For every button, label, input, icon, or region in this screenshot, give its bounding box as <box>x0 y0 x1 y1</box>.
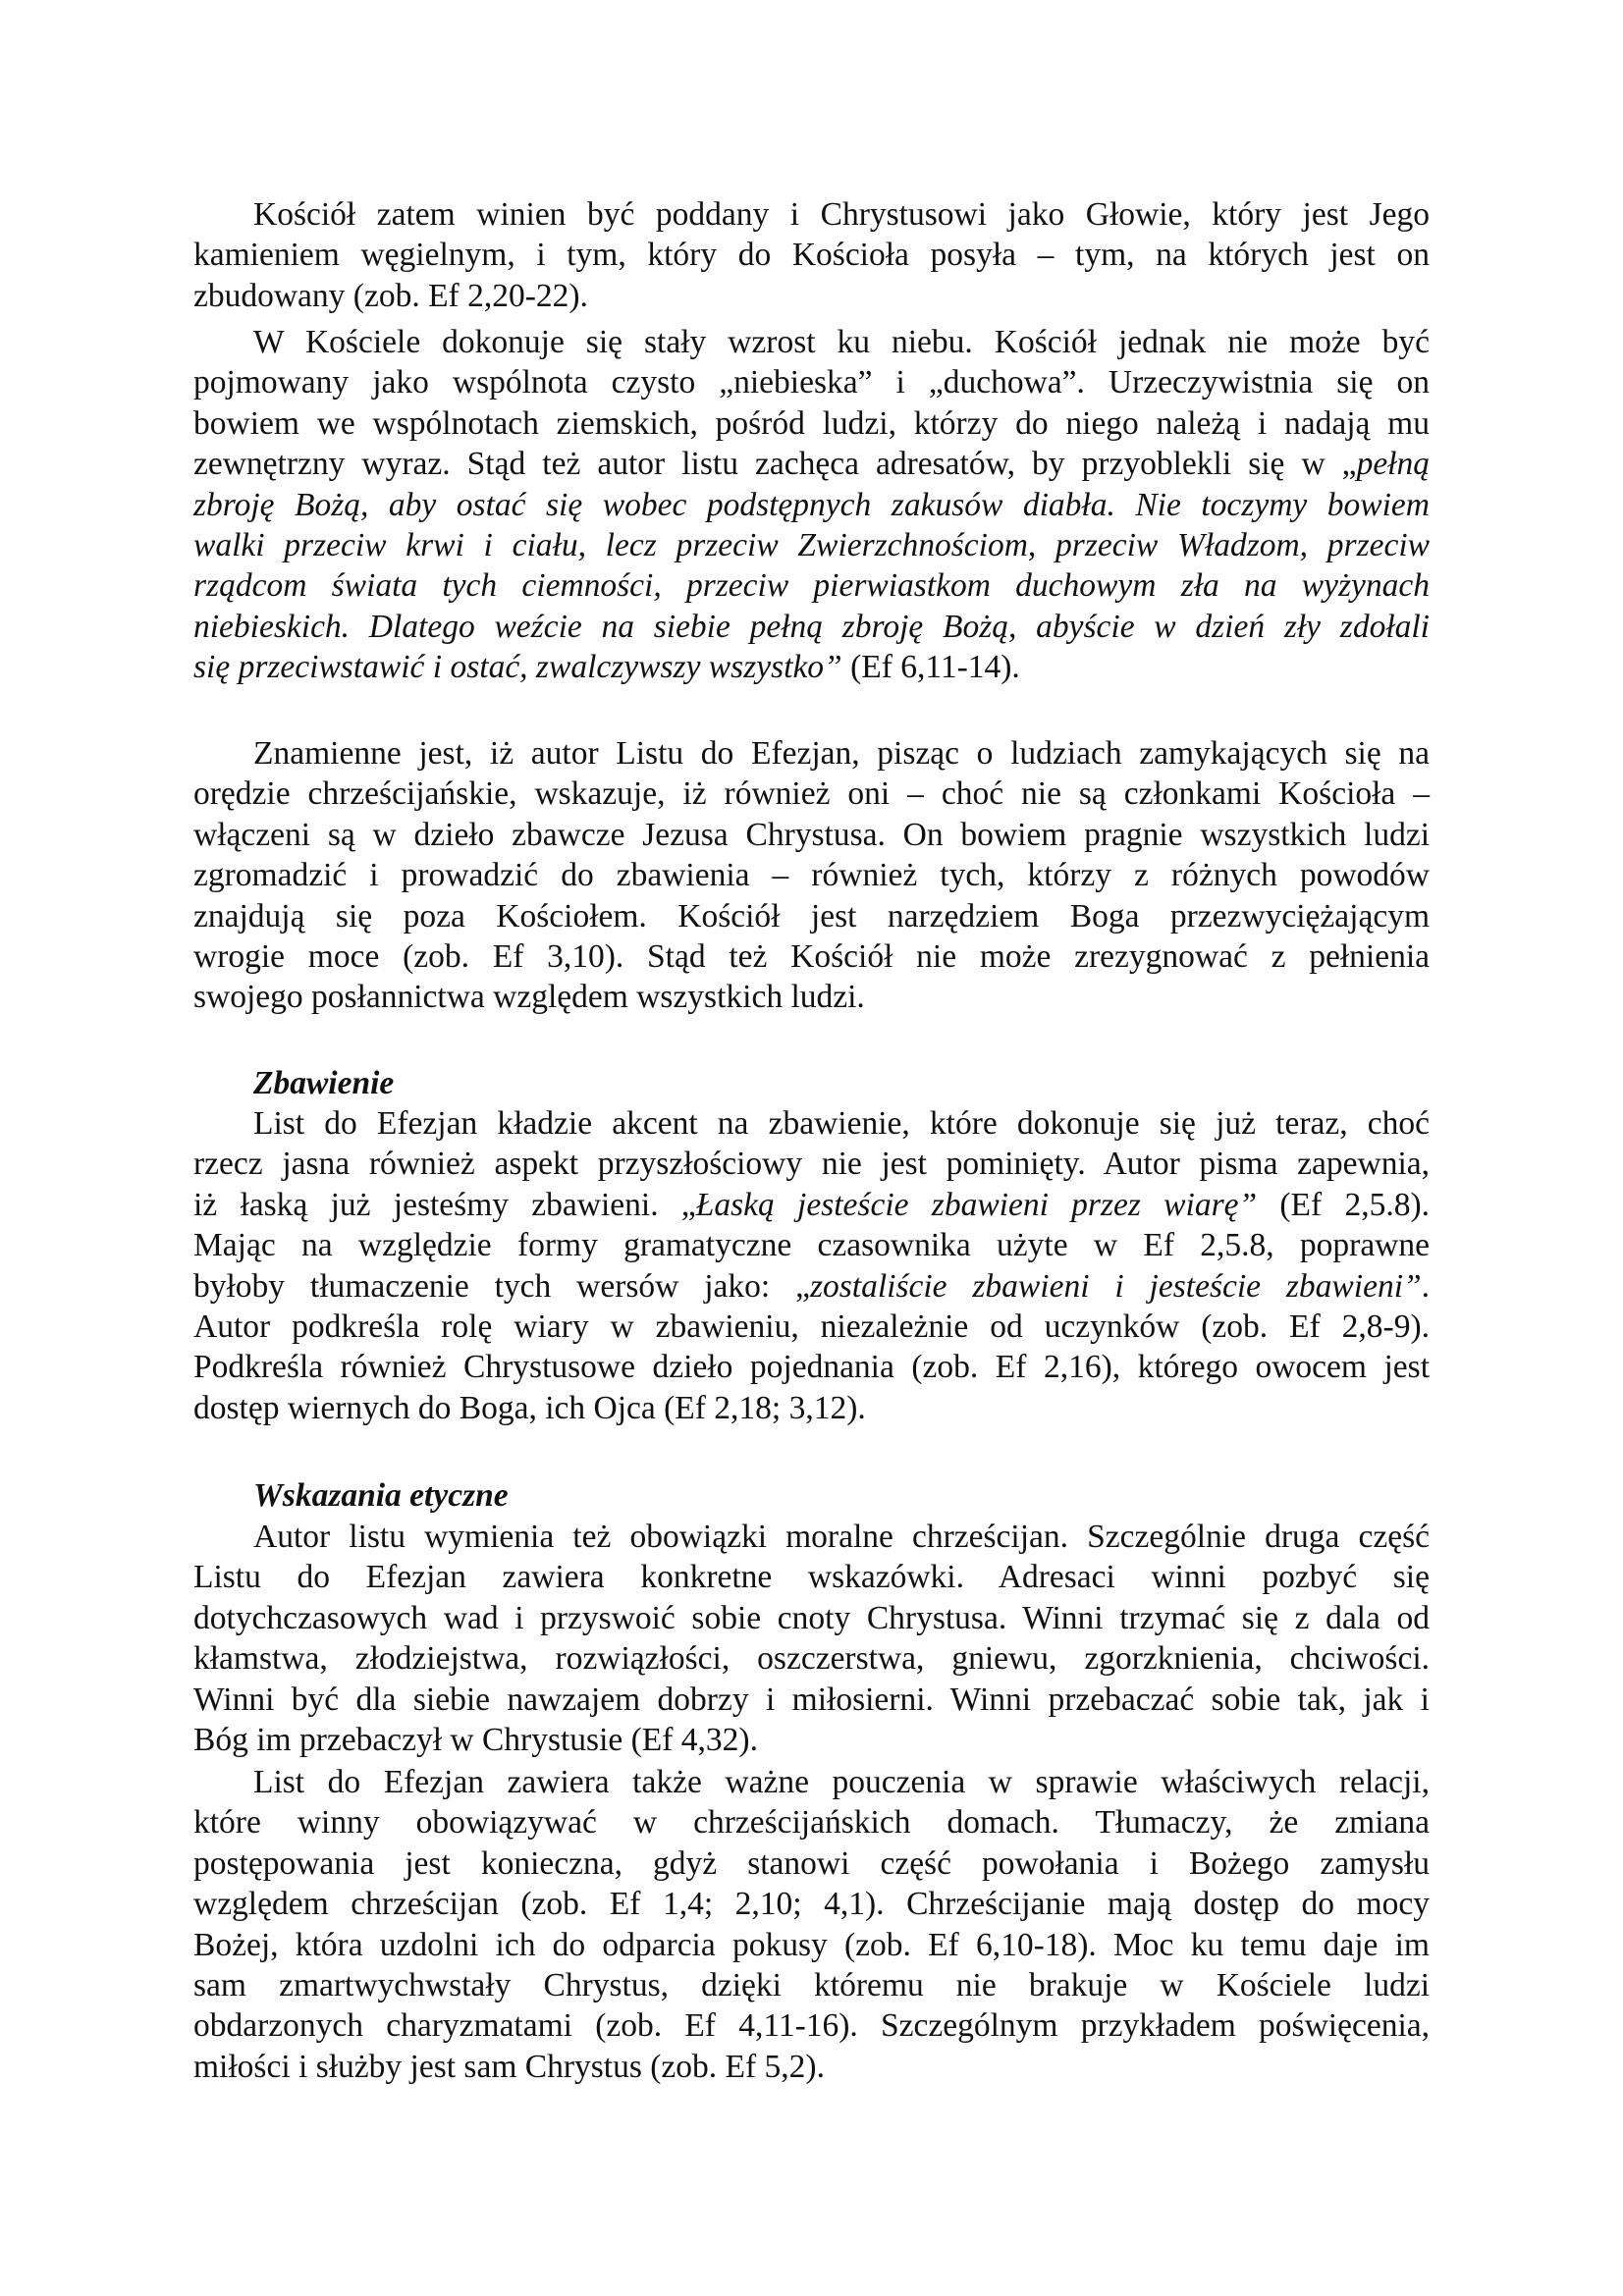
body-text: pojmowany jako wspólnota czysto „niebieska” i „duchowa”. Urzeczywistnia się on <box>193 364 1430 401</box>
body-text: wrogie moce (zob. Ef 3,10). Stąd też Kościół nie może zrezygnować z pełnienia <box>193 938 1430 975</box>
paragraph-line <box>193 1225 1430 1265</box>
body-text: List do Efezjan kładzie akcent na zbawienie, które dokonuje się już teraz, choć <box>253 1105 1430 1142</box>
section-heading: Wskazania etyczne <box>253 1477 509 1514</box>
paragraph-line <box>193 1144 1430 1184</box>
body-text: Kościół zatem winien być poddany i Chrystusowi jako Głowie, który jest Jego <box>253 196 1430 233</box>
section-heading: Zbawienie <box>253 1065 395 1101</box>
body-text: orędzie chrześcijańskie, wskazuje, iż również oni – choć nie są członkami Kościoła – <box>193 775 1430 813</box>
paragraph-line <box>193 1965 1430 2005</box>
paragraph-line <box>193 1307 1430 1347</box>
paragraph-line <box>193 1720 1430 1760</box>
paragraph-line <box>193 525 1430 565</box>
body-text: swojego posłannictwa względem wszystkich ludzi. <box>193 979 865 1016</box>
italic-quote-text: walki przeciw krwi i ciału, lecz przeciw Zwierzchnościom, przeciw Władzom, przeciw <box>193 527 1430 563</box>
paragraph-line <box>253 194 1430 235</box>
body-text: rzecz jasna również aspekt przyszłościowy nie jest pominięty. Autor pisma zapewnia, <box>193 1146 1430 1183</box>
body-text: dotychczasowych wad i przyswoić sobie cnoty Chrystusa. Winni trzymać się z dala od <box>193 1599 1430 1636</box>
paragraph-line <box>193 815 1430 855</box>
paragraph-line <box>193 774 1430 814</box>
body-text: Autor listu wymienia też obowiązki moralne chrześcijan. Szczególnie druga część <box>253 1519 1430 1555</box>
body-text: Bożej, która uzdolni ich do odparcia pokusy (zob. Ef 6,10-18). Moc ku temu daje im <box>193 1926 1430 1963</box>
paragraph-line <box>193 403 1430 444</box>
body-text: iż łaską już jesteśmy zbawieni. „ <box>193 1186 696 1223</box>
body-text: Listu do Efezjan zawiera konkretne wskazówki. Adresaci winni pozbyć się <box>193 1559 1430 1596</box>
paragraph-line <box>193 444 1430 484</box>
body-text: kłamstwa, złodziejstwa, rozwiązłości, oszczerstwa, gniewu, zgorzknienia, chciwości. <box>193 1640 1430 1678</box>
body-text: Winni być dla siebie nawzajem dobrzy i miłosierni. Winni przebaczać sobie tak, jak i <box>193 1681 1430 1718</box>
body-text: sam zmartwychwstały Chrystus, dzięki któremu nie brakuje w Kościele ludzi <box>193 1967 1430 2003</box>
body-text: byłoby tłumaczenie tych wersów jako: „ <box>193 1267 810 1305</box>
italic-quote-text: rządcom świata tych ciemności, przeciw pierwiastkom duchowym zła na wyżynach <box>193 567 1430 605</box>
paragraph-line <box>193 1266 1430 1307</box>
paragraph-line <box>253 1762 1430 1802</box>
paragraph-line <box>193 362 1430 402</box>
paragraph-line <box>253 1103 1430 1144</box>
paragraph-line <box>193 936 1430 977</box>
italic-quote-text: zostaliście zbawieni i jesteście zbawieni” <box>809 1267 1422 1305</box>
body-text: Podkreśla również Chrystusowe dzieło pojednania (zob. Ef 2,16), którego owocem jest <box>193 1349 1430 1386</box>
body-text: Bóg im przebaczył w Chrystusie (Ef 4,32). <box>193 1722 758 1758</box>
paragraph-line <box>193 1388 1430 1428</box>
body-text: włączeni są w dzieło zbawcze Jezusa Chrystusa. On bowiem pragnie wszystkich ludzi <box>193 816 1430 853</box>
body-text: Autor podkreśla rolę wiary w zbawieniu, niezależnie od uczynków (zob. Ef 2,8-9). <box>193 1308 1430 1345</box>
paragraph-line <box>193 1185 1430 1225</box>
body-text: . <box>1421 1267 1431 1305</box>
body-text: kamieniem węgielnym, i tym, który do Kościoła posyła – tym, na których jest on <box>193 237 1430 274</box>
italic-quote-text: pełną <box>1356 446 1430 483</box>
paragraph-line <box>193 1680 1430 1720</box>
paragraph-line <box>253 1517 1430 1557</box>
body-text: miłości i służby jest sam Chrystus (zob. Ef 5,2). <box>193 2048 825 2085</box>
paragraph-line <box>193 977 1430 1017</box>
body-text: postępowania jest konieczna, gdyż stanowi część powołania i Bożego zamysłu <box>193 1844 1430 1882</box>
body-text: List do Efezjan zawiera także ważne pouczenia w sprawie właściwych relacji, <box>253 1764 1430 1800</box>
body-text: które winny obowiązywać w chrześcijańskich domach. Tłumaczy, że zmiana <box>193 1804 1430 1842</box>
italic-quote-text: zbroję Bożą, aby ostać się wobec podstępnych zakusów diabła. Nie toczymy bowiem <box>193 486 1430 523</box>
paragraph-line <box>193 1843 1430 1884</box>
paragraph-line <box>193 1598 1430 1638</box>
paragraph-line <box>193 235 1430 275</box>
italic-quote-text: Łaską jesteście zbawieni przez wiarę” <box>695 1186 1258 1223</box>
paragraph-line <box>193 647 1430 687</box>
paragraph-line <box>193 1925 1430 1965</box>
paragraph-line <box>193 276 1430 316</box>
paragraph-line <box>193 2005 1430 2046</box>
body-text: względem chrześcijan (zob. Ef 1,4; 2,10; 4,1). Chrześcijanie mają dostęp do mocy <box>193 1886 1430 1923</box>
body-text: znajdują się poza Kościołem. Kościół jest narzędziem Boga przezwyciężającym <box>193 897 1430 934</box>
paragraph-line <box>193 1638 1430 1679</box>
paragraph-line <box>193 607 1430 647</box>
paragraph-line <box>253 322 1430 362</box>
paragraph-line <box>193 896 1430 936</box>
body-text: dostęp wiernych do Boga, ich Ojca (Ef 2,18; 3,12). <box>193 1389 866 1426</box>
body-text: (Ef 2,5.8). <box>1257 1186 1430 1223</box>
body-text: zbudowany (zob. Ef 2,20-22). <box>193 277 588 314</box>
paragraph-line <box>193 1347 1430 1387</box>
body-text: Znamienne jest, iż autor Listu do Efezjan, pisząc o ludziach zamykających się na <box>253 735 1430 772</box>
paragraph-line <box>193 485 1430 525</box>
italic-quote-text: się przeciwstawić i ostać, zwalczywszy wszystko” <box>193 649 842 686</box>
paragraph-line <box>193 565 1430 606</box>
body-text: zgromadzić i prowadzić do zbawienia – również tych, którzy z różnych powodów <box>193 857 1430 894</box>
paragraph-line <box>193 1802 1430 1842</box>
paragraph-line <box>193 1884 1430 1924</box>
body-text: (Ef 6,11-14). <box>841 649 1020 686</box>
body-text: W Kościele dokonuje się stały wzrost ku niebu. Kościół jednak nie może być <box>253 324 1430 360</box>
body-text: Mając na względzie formy gramatyczne czasownika użyte w Ef 2,5.8, poprawne <box>193 1227 1430 1264</box>
paragraph-line <box>193 1557 1430 1597</box>
body-text: zewnętrzny wyraz. Stąd też autor listu zachęca adresatów, by przyoblekli się w „ <box>193 446 1357 483</box>
body-text: bowiem we wspólnotach ziemskich, pośród ludzi, którzy do niego należą i nadają mu <box>193 404 1430 442</box>
paragraph-line <box>193 2047 1430 2087</box>
paragraph-line <box>193 855 1430 895</box>
italic-quote-text: niebieskich. Dlatego weźcie na siebie pełną zbroję Bożą, abyście w dzień zły zdołali <box>193 608 1430 645</box>
paragraph-line <box>253 733 1430 774</box>
body-text: obdarzonych charyzmatami (zob. Ef 4,11-16). Szczególnym przykładem poświęcenia, <box>193 2007 1430 2045</box>
